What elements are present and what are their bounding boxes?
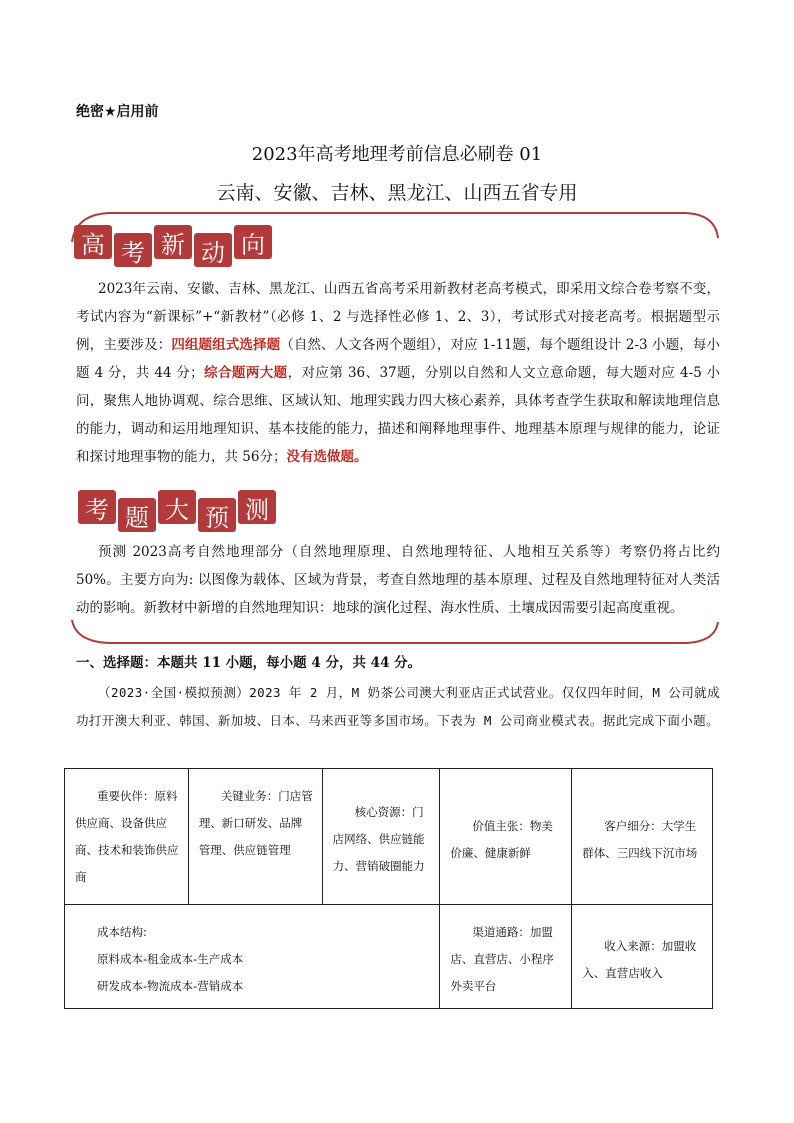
page-title: 2023年高考地理考前信息必刷卷 01 [251, 144, 543, 165]
para-text: （自然、人文各两个题组），对应 1-11题，每个题组设计 2-3 小题，每小题 4 分，共 44 分； [76, 337, 720, 381]
badge-char: 新 [154, 225, 192, 259]
cell-partners: 重要伙伴：原料供应商、设备供应商、技术和装饰供应商 [65, 769, 189, 905]
cost-line: 研发成本-物流成本-营销成本 [97, 979, 244, 993]
para-text: 预测 2023高考自然地理部分（自然地理原理、自然地理特征、人地相互关系等）考察仍将占比约50%。主要方向为: 以图像为载体、区域为背景，考查自然地理的基本原理、过程及自然地理特征对人类活动的影响。新教材中新增的自然地理知识：地球的演化过程、海水性质、土壤成因需要引起高度重视。 [76, 544, 720, 616]
badge-char: 预 [198, 498, 236, 532]
para-text: ，对应第 36、37题，分别以自然和人文立意命题，每大题对应 4-5 小问，聚焦人地协调观、综合思维、区域认知、地理实践力四大核心素养，具体考查学生获取和解读地理信息的能力，调动和运用地理知识、基本技能的能力，描述和阐释地理事件、地理基本原理与规律的能力，论证和探讨地理事物的能力，共 56分； [76, 365, 720, 465]
badge-char: 向 [234, 225, 272, 259]
confidential-label: 绝密★启用前 [76, 104, 159, 120]
para-text: 2023年云南、安徽、吉林、黑龙江、山西五省高考采用新教材老高考模式，即采用文综合卷考察不变，考试内容为“新课标”+“新教材”（必修 1、2 与选择性必修 1、2、3），考试形式对接老高考。根据题型示例，主要涉及： [76, 281, 720, 353]
section-heading: 一、选择题：本题共 11 小题，每小题 4 分，共 44 分。 [76, 655, 422, 671]
cell-channels: 渠道通路：加盟店、直营店、小程序外卖平台 [440, 905, 572, 1009]
question-stem [76, 679, 720, 735]
cell-revenue: 收入来源：加盟收入、直营店收入 [572, 905, 713, 1009]
cell-segments: 客户细分：大学生群体、三四线下沉市场 [572, 769, 713, 905]
bottom-arc-divider [70, 616, 720, 646]
cell-activities: 关键业务：门店管理、新口研发、品牌管理、供应链管理 [188, 769, 322, 905]
badge-char: 动 [194, 233, 232, 267]
page-subtitle: 云南、安徽、吉林、黑龙江、山西五省专用 [216, 182, 578, 204]
cell-value: 价值主张：物美价廉、健康新鲜 [440, 769, 572, 905]
cost-title: 成本结构: [97, 925, 147, 939]
business-model-table [64, 768, 713, 1009]
prediction-paragraph [76, 538, 720, 622]
cell-resources: 核心资源：门店网络、供应链能力、营销破圈能力 [322, 769, 440, 905]
table-row [65, 905, 713, 1009]
new-trends-paragraph [76, 275, 720, 471]
badge-char: 考 [114, 233, 152, 267]
badge-char: 题 [118, 498, 156, 532]
table-row [65, 769, 713, 905]
badge-char: 考 [78, 490, 116, 524]
badge-exam-prediction [78, 494, 276, 532]
badge-char: 高 [74, 225, 112, 259]
question-text: （2023·全国·模拟预测）2023 年 2 月，M 奶茶公司澳大利亚店正式试营业。仅仅四年时间，M 公司就成功打开澳大利亚、韩国、新加坡、日本、马来西亚等多国市场。下表为 M 公司商业模式表。据此完成下面小题。 [76, 685, 720, 728]
badge-char: 测 [238, 490, 276, 524]
badge-new-trends [74, 229, 272, 267]
badge-char: 大 [158, 490, 196, 524]
cost-line: 原料成本-租金成本-生产成本 [97, 952, 244, 966]
highlight-text: 四组题组式选择题 [171, 337, 281, 353]
highlight-text: 综合题两大题 [203, 365, 288, 381]
highlight-text: 没有选做题。 [286, 449, 368, 465]
cell-cost [65, 905, 440, 1009]
